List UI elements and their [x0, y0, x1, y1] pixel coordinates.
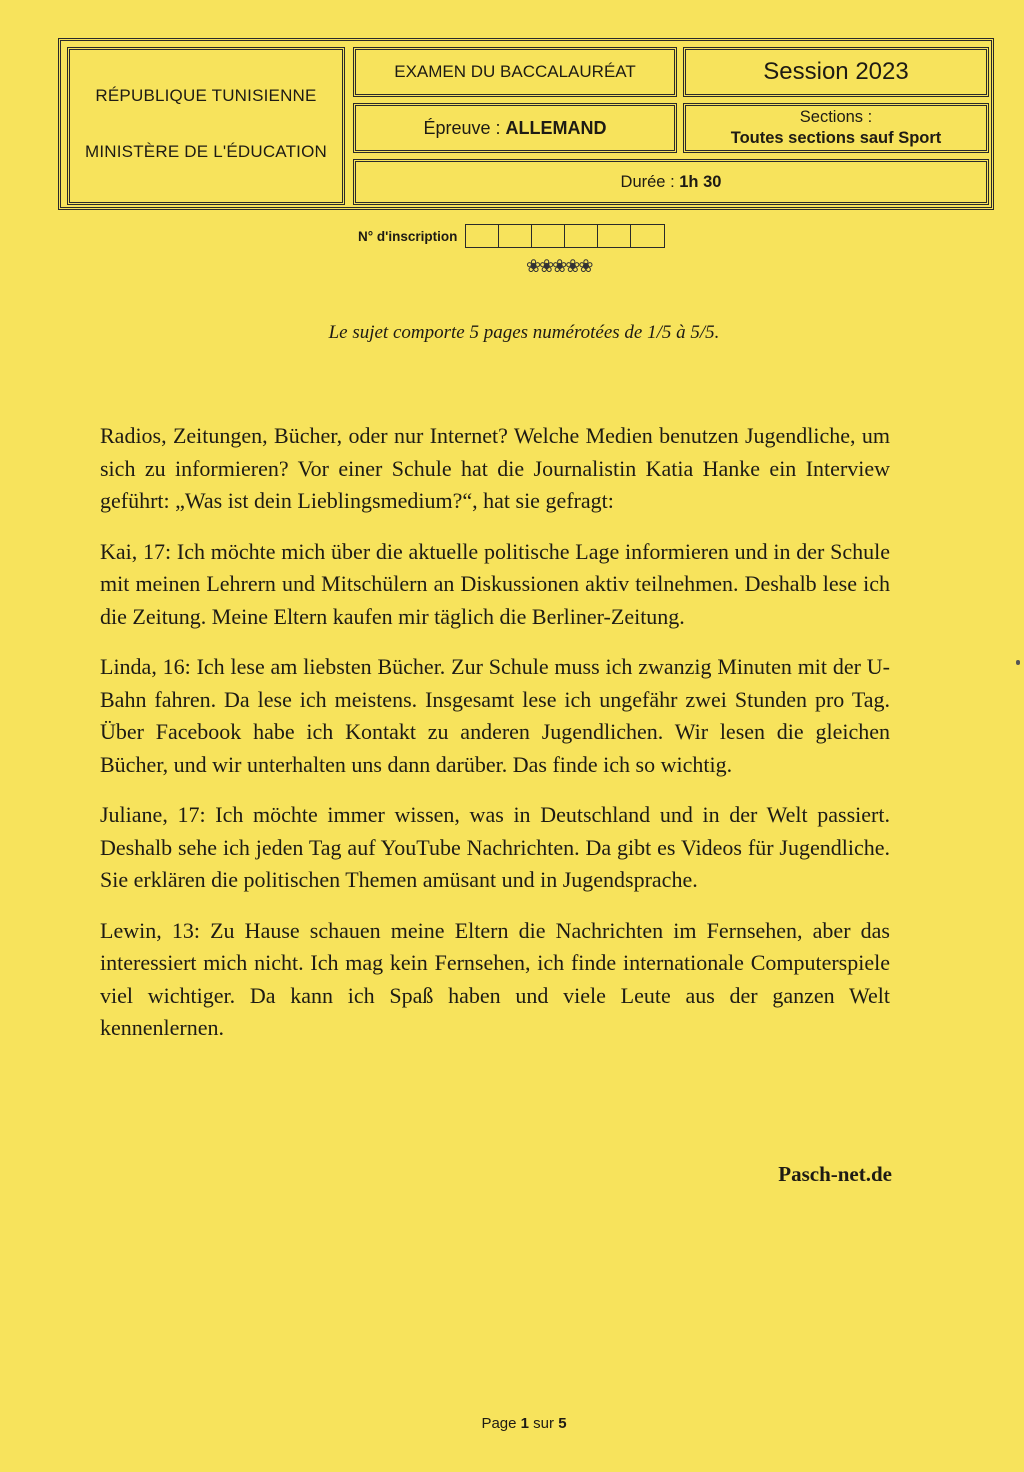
registration-digit-box	[532, 225, 565, 247]
subject-line	[423, 118, 606, 139]
subject-label: Épreuve :	[423, 117, 506, 138]
sections-value: Toutes sections sauf Sport	[730, 129, 942, 147]
session-text: Session 2023	[763, 58, 909, 85]
institution-box	[67, 47, 345, 205]
scan-speck	[1016, 660, 1020, 665]
duration-box	[353, 159, 989, 205]
source-credit: Pasch-net.de	[778, 1162, 892, 1186]
duration-value: 1h 30	[679, 172, 722, 191]
paragraph-lewin: Lewin, 13: Zu Hause schauen meine Eltern die Nachrichten im Fernsehen, aber das interessiert mich nicht. Ich mag kein Fernsehen, ich finde internationale Computerspiele viel wichtiger. Da kann ich Spaß haben und viele Leute aus der ganzen Welt kennenlernen.	[100, 917, 890, 1040]
registration-digit-box	[499, 225, 532, 247]
exam-title	[353, 47, 677, 97]
page-current: 1	[520, 1415, 529, 1432]
registration-digit-box	[466, 225, 499, 247]
page-prefix: Page	[481, 1415, 521, 1432]
paragraph-juliane: Juliane, 17: Ich möchte immer wissen, was in Deutschland und in der Welt passiert. Deshalb sehe ich jeden Tag auf YouTube Nachrichten. Da gibt es Videos für Jugendliche. Sie erklären die politischen Themen amüsant und in Jugendsprache.	[100, 802, 890, 892]
registration-boxes	[465, 224, 665, 248]
page-total: 5	[558, 1415, 567, 1432]
session-box	[683, 47, 989, 97]
registration-label: N° d'inscription	[358, 228, 458, 244]
page-number	[0, 1415, 1024, 1432]
flower-ornament-icon: ❀❀❀❀❀	[526, 256, 592, 276]
intro-paragraph: Radios, Zeitungen, Bücher, oder nur Internet? Welche Medien benutzen Jugendliche, um sich zu informieren? Vor einer Schule hat die Journalistin Katia Hanke ein Interview geführt: „Was ist dein Lieblingsmedium?“, hat sie gefragt:	[100, 423, 890, 513]
paragraph-linda: Linda, 16: Ich lese am liebsten Bücher. Zur Schule muss ich zwanzig Minuten mit der U-Bahn fahren. Da lese ich meistens. Insgesamt lese ich ungefähr zwei Stunden pro Tag. Über Facebook habe ich Kontakt zu anderen Jugendlichen. Wir lesen die gleichen Bücher, und wir unterhalten uns dann darüber. Das finde ich so wichtig.	[100, 654, 890, 777]
paragraph-kai: Kai, 17: Ich möchte mich über die aktuelle politische Lage informieren und in der Schule mit meinen Lehrern und Mitschülern an Diskussionen aktiv teilnehmen. Deshalb lese ich die Zeitung. Meine Eltern kaufen mir täglich die Berliner-Zeitung.	[100, 538, 890, 629]
sections-box	[683, 103, 989, 153]
registration-digit-box	[631, 225, 664, 247]
exam-title-text: EXAMEN DU BACCALAURÉAT	[394, 62, 636, 81]
sections-label: Sections :	[799, 108, 873, 127]
registration-digit-box	[598, 225, 631, 247]
country-name: RÉPUBLIQUE TUNISIENNE	[95, 86, 317, 105]
exam-header	[58, 38, 994, 210]
subject-value: ALLEMAND	[505, 117, 607, 138]
ministry-name: MINISTÈRE DE L'ÉDUCATION	[85, 142, 327, 161]
subject-box	[353, 103, 677, 153]
registration-digit-box	[565, 225, 598, 247]
duration-label: Durée :	[620, 172, 680, 191]
page-middle: sur	[529, 1415, 559, 1432]
registration-number	[358, 224, 665, 248]
reading-text	[100, 420, 890, 1063]
subject-note: Le sujet comporte 5 pages numérotées de 1/5 à 5/5.	[328, 322, 720, 343]
duration-line	[621, 173, 722, 192]
